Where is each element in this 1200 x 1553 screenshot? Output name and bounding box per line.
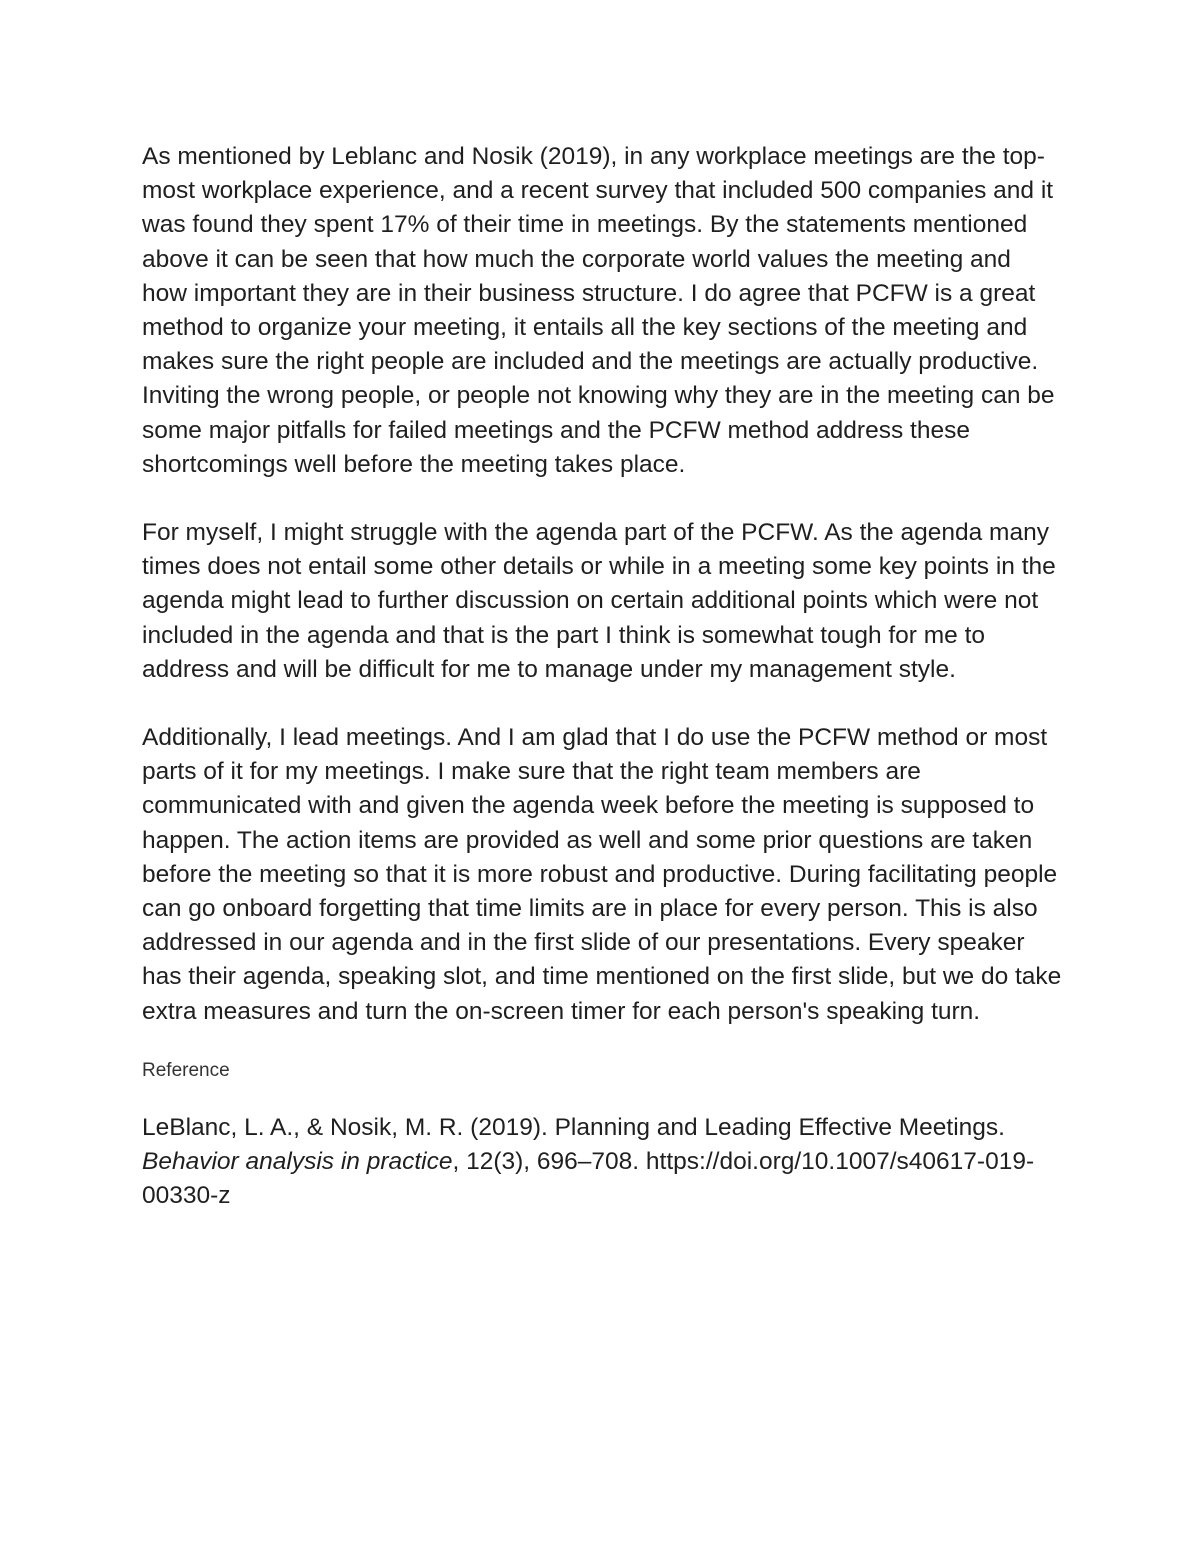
reference-entry	[142, 1111, 1062, 1214]
paragraph-2: For myself, I might struggle with the agenda part of the PCFW. As the agenda many times does not entail some other details or while in a meeting some key points in the agenda might lead to further discussion on certain additional points which were not included in the agenda and that is the part I think is somewhat tough for me to address and will be difficult for me to manage under my management style.	[142, 519, 1056, 683]
reference-heading: Reference	[142, 1059, 230, 1081]
paragraph-1: As mentioned by Leblanc and Nosik (2019), in any workplace meetings are the top-most workplace experience, and a recent survey that included 500 companies and it was found they spent 17% of their time in meetings. By the statements mentioned above it can be seen that how much the corporate world values the meeting and how important they are in their business structure. I do agree that PCFW is a great method to organize your meeting, it entails all the key sections of the meeting and makes sure the right people are included and the meetings are actually productive. Inviting the wrong people, or people not knowing why they are in the meeting can be some major pitfalls for failed meetings and the PCFW method address these shortcomings well before the meeting takes place.	[142, 143, 1055, 478]
document-page	[142, 140, 1062, 1238]
reference-volume-pages-doi: , 12(3), 696–708. https://doi.org/10.1007/s40617-019-00330-z	[142, 1148, 1035, 1210]
paragraph-3: Additionally, I lead meetings. And I am glad that I do use the PCFW method or most parts of it for my meetings. I make sure that the right team members are communicated with and given the agenda week before the meeting is supposed to happen. The action items are provided as well and some prior questions are taken before the meeting so that it is more robust and productive. During facilitating people can go onboard forgetting that time limits are in place for every person. This is also addressed in our agenda and in the first slide of our presentations. Every speaker has their agenda, speaking slot, and time mentioned on the first slide, but we do take extra measures and turn the on-screen timer for each person's speaking turn.	[142, 724, 1062, 1025]
reference-journal: Behavior analysis in practice	[142, 1148, 453, 1176]
reference-authors-title: LeBlanc, L. A., & Nosik, M. R. (2019). Planning and Leading Effective Meetings.	[142, 1113, 1005, 1141]
